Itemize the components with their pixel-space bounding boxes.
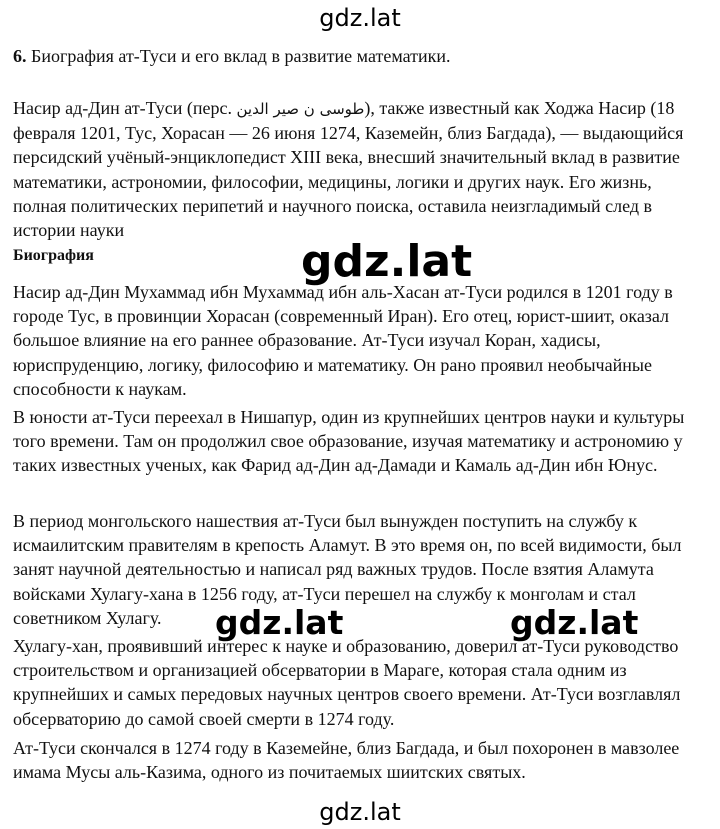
watermark-mid-right: gdz.lat [510,603,639,642]
task-title-text: Биография ат-Туси и его вклад в развитие математики. [26,46,451,66]
watermark-bottom: gdz.lat [319,798,401,826]
intro-paragraph [13,96,705,242]
paragraph-observatory: Хулагу-хан, проявивший интерес к науке и образованию, доверил ат-Туси руководство строительством и организацией обсерватории в Мараге, которая стала одним из крупнейших и самых передовых научных центров своего времени. Ат-Туси возглавлял обсерваторию до самой своей смерти в 1274 году. [13,636,681,729]
task-title [13,44,450,68]
watermark-mid-left: gdz.lat [215,603,344,642]
paragraph-youth: В юности ат-Туси переехал в Нишапур, один из крупнейших центров науки и культуры того времени. Там он продолжил свое образование, изучая математику и астрономию у таких известных ученых, как Фарид ад-Дин ад-Дамади и Камаль ад-Дин ибн Юнус. [13,407,685,476]
paragraph-death: Ат-Туси скончался в 1274 году в Каземейне, близ Багдада, и был похоронен в мавзолее имама Мусы аль-Казима, одного из почитаемых шиитских святых. [13,738,680,783]
paragraph-mongol-period: В период монгольского нашествия ат-Туси был вынужден поступить на службу к исмаилитским правителям в крепость Аламут. В это время он, по всей видимости, был занят научной деятельностью и написал ряд важных трудов. После взятия Аламута войсками Хулагу-хана в 1256 году, ат-Туси перешел на службу к монголам и стал советником Хулагу. [13,511,682,628]
persian-name: طوسی ن صیر الدین [236,100,365,118]
intro-text-rest: ), также известный как Ходжа Насир (18 февраля 1201, Тус, Хорасан — 26 июня 1274, Каземейн, близ Багдада), — выдающийся персидский учёный-энциклопедист XIII века, внесший значительный вклад в развитие математики, астрономии, философии, медицины, логики и других наук. Его жизнь, полная политических перипетий и научного поиска, оставила неизгладимый след в истории науки [13,98,684,241]
watermark-top: gdz.lat [319,4,401,32]
watermark-center: gdz.lat [301,236,473,287]
intro-text-start: Насир ад-Дин ат-Туси (перс. [13,98,237,118]
paragraph-birth: Насир ад-Дин Мухаммад ибн Мухаммад ибн аль-Хасан ат-Туси родился в 1201 году в городе Тус, в провинции Хорасан (современный Иран). Его отец, юрист-шиит, оказал большое влияние на его раннее образование. Ат-Туси изучал Коран, хадисы, юриспруденцию, логику, философию и математику. Он рано проявил необычайные способности к наукам. [13,282,673,399]
task-number: 6. [13,46,27,66]
section-heading: Биография [13,247,94,264]
